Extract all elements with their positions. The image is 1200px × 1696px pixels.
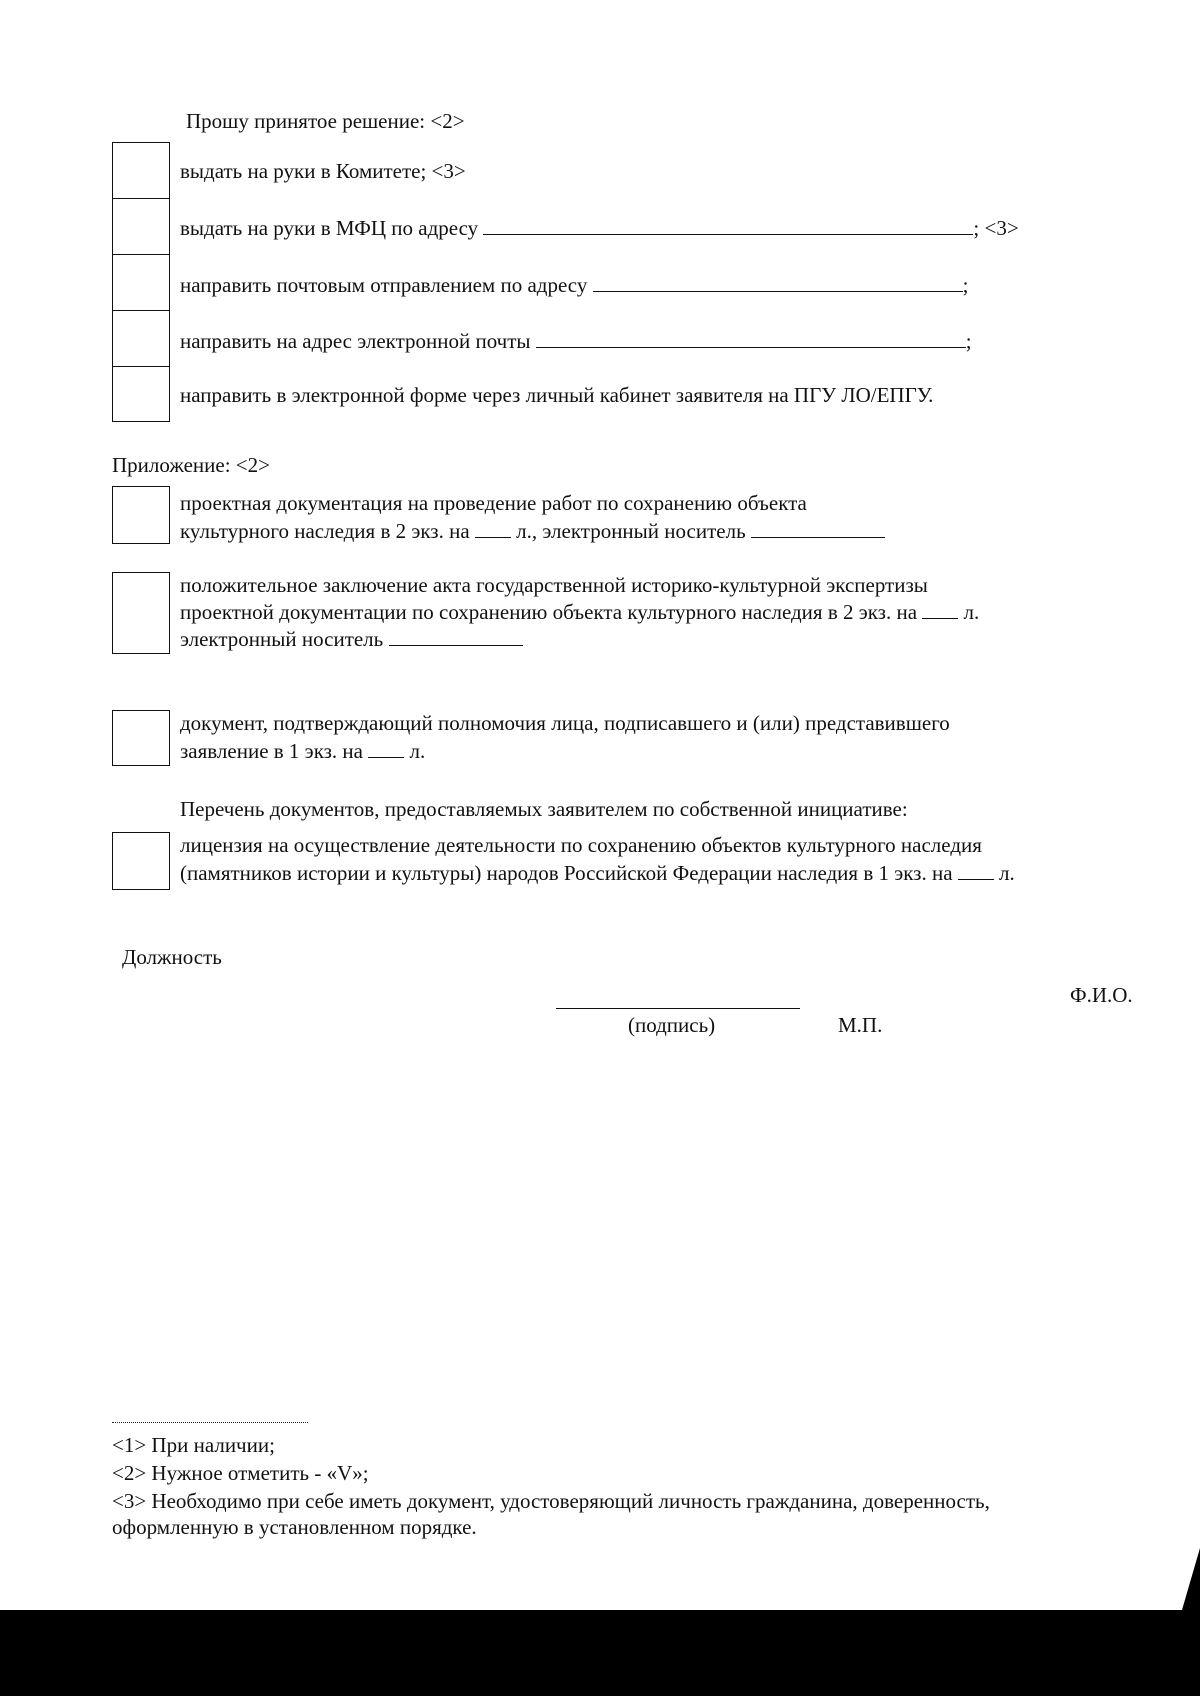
attachment-project-docs-line2: культурного наследия в 2 экз. на л., электронный носитель	[180, 518, 885, 545]
attachment-project-docs-line1: проектная документация на проведение работ по сохранению объекта	[180, 491, 807, 515]
option-send-email: направить на адрес электронной почты ;	[180, 329, 972, 353]
authority-sheets-field[interactable]	[368, 739, 404, 758]
checkbox-issue-mfc[interactable]	[112, 198, 170, 256]
attachment-expertise-line1: положительное заключение акта государственной историко-культурной экспертизы	[180, 573, 928, 597]
attachment-expertise-line3: электронный носитель	[180, 626, 523, 653]
position-label: Должность	[122, 945, 222, 969]
postal-address-field[interactable]	[593, 273, 963, 292]
project-docs-sheets-field[interactable]	[475, 519, 511, 538]
mfc-address-field[interactable]	[483, 216, 973, 235]
option-send-epgu: направить в электронной форме через личный кабинет заявителя на ПГУ ЛО/ЕПГУ.	[180, 383, 934, 407]
checkbox-project-docs[interactable]	[112, 486, 170, 544]
license-sheets-field[interactable]	[958, 861, 994, 880]
initiative-license-line1: лицензия на осуществление деятельности по сохранению объектов культурного наследия	[180, 833, 982, 857]
scan-edge-shadow	[1182, 1548, 1200, 1610]
option-issue-committee: выдать на руки в Комитете; <3>	[180, 159, 466, 183]
checkbox-issue-committee[interactable]	[112, 142, 170, 200]
initiative-heading: Перечень документов, предоставляемых заявителем по собственной инициативе:	[180, 797, 908, 821]
checkbox-send-epgu[interactable]	[112, 366, 170, 422]
attachment-authority-line2: заявление в 1 экз. на л.	[180, 739, 426, 763]
checkbox-license[interactable]	[112, 832, 170, 890]
attachment-authority-line1: документ, подтверждающий полномочия лица, подписавшего и (или) представившего	[180, 711, 950, 735]
checkbox-authority-doc[interactable]	[112, 710, 170, 766]
attachment-expertise-line2: проектной документации по сохранению объекта культурного наследия в 2 экз. на л.	[180, 600, 980, 624]
decision-heading: Прошу принятое решение: <2>	[186, 109, 465, 133]
footnote-3-continuation: оформленную в установленном порядке.	[112, 1515, 477, 1539]
option-send-post: направить почтовым отправлением по адресу ;	[180, 273, 969, 297]
checkbox-expertise-conclusion[interactable]	[112, 572, 170, 654]
initiative-license-line2: (памятников истории и культуры) народов Российской Федерации наследия в 1 экз. на л.	[180, 861, 1015, 885]
footnote-separator	[112, 1422, 308, 1423]
signature-caption: (подпись)	[628, 1013, 716, 1037]
footnote-3: <3> Необходимо при себе иметь документ, удостоверяющий личность гражданина, доверенность,	[112, 1489, 990, 1513]
email-address-field[interactable]	[536, 329, 966, 348]
footnote-1: <1> При наличии;	[112, 1433, 275, 1457]
stamp-label: М.П.	[838, 1013, 883, 1037]
expertise-media-field[interactable]	[389, 627, 523, 646]
signature-line[interactable]	[556, 1008, 800, 1009]
checkbox-send-post[interactable]	[112, 254, 170, 312]
expertise-sheets-field[interactable]	[922, 600, 958, 619]
checkbox-send-email[interactable]	[112, 310, 170, 368]
footnote-2: <2> Нужное отметить - «V»;	[112, 1461, 369, 1485]
project-docs-media-field[interactable]	[751, 519, 885, 538]
fio-label: Ф.И.О.	[1070, 983, 1133, 1007]
attachments-heading: Приложение: <2>	[112, 453, 270, 477]
scan-bottom-border	[0, 1610, 1200, 1696]
option-issue-mfc: выдать на руки в МФЦ по адресу ; <3>	[180, 216, 1019, 240]
